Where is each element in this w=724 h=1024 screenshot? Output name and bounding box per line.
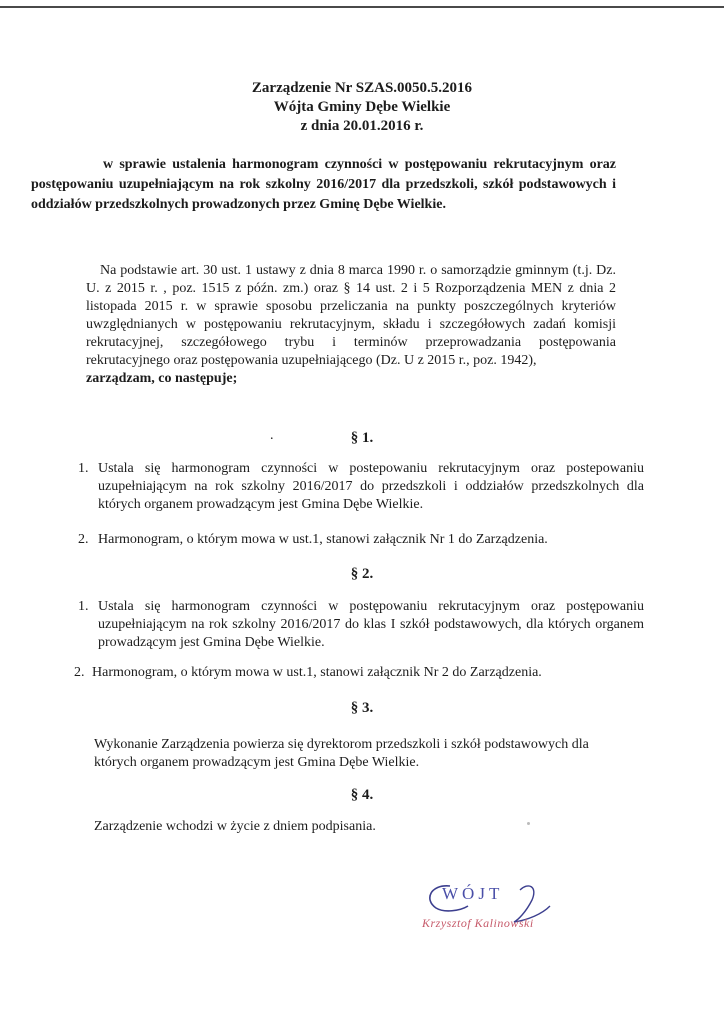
stray-mark: .	[270, 428, 274, 443]
item-number: 2.	[74, 665, 85, 680]
item-text: Harmonogram, o którym mowa w ust.1, stanowi załącznik Nr 2 do Zarządzenia.	[92, 665, 542, 680]
section-2-heading: § 2.	[350, 566, 374, 582]
section-4-text: Zarządzenie wchodzi w życie z dniem podpisania.	[94, 819, 376, 834]
section-1-heading: § 1.	[350, 430, 374, 446]
item-text: Harmonogram, o którym mowa w ust.1, stanowi załącznik Nr 1 do Zarządzenia.	[98, 532, 548, 547]
document-header	[0, 79, 724, 136]
subject-text: w sprawie ustalenia harmonogram czynności w postępowaniu rekrutacyjnym oraz postępowaniu uzupełniającym na rok szkolny 2016/2017 dla przedszkoli, szkół podstawowych i oddziałów przedszkolnych prowadzonych przez Gminę Dębe Wielkie.	[31, 157, 616, 212]
item-number: 1.	[78, 461, 89, 476]
item-number: 1.	[78, 599, 89, 614]
section-2-item-2	[74, 664, 644, 682]
item-text: Ustala się harmonogram czynności w postępowaniu rekrutacyjnym oraz postępowaniu uzupełniającym na rok szkolny 2016/2017 do klas I szkół podstawowych, dla których organem prowadzącym jest Gmina Dębe Wielkie.	[98, 599, 644, 650]
legal-basis-block	[86, 262, 616, 388]
scan-speck	[527, 822, 530, 825]
subject-block	[31, 155, 616, 215]
section-1-item-1	[78, 460, 644, 514]
issue-date: z dnia 20.01.2016 r.	[300, 118, 424, 134]
item-text: Ustala się harmonogram czynności w postepowaniu rekrutacyjnym oraz postepowaniu uzupełniającym na rok szkolny 2016/2017 do przedszkoli i oddziałów przedszkolnych dla których organem prowadzącym jest Gmina Dębe Wielkie.	[98, 461, 644, 512]
section-4-heading: § 4.	[350, 787, 374, 803]
ordinance-number: Zarządzenie Nr SZAS.0050.5.2016	[251, 80, 473, 96]
legal-basis-text: Na podstawie art. 30 ust. 1 ustawy z dnia 8 marca 1990 r. o samorządzie gminnym (t.j. Dz. U. z 2015 r. , poz. 1515 z późn. zm.) oraz § 14 ust. 2 i 5 Rozporządzenia MEN z dnia 2 listopada 2015 r. w sprawie sposobu przeliczania na punkty poszczególnych kryteriów uwzględnianych w postępowaniu rekrutacyjnym, składu i szczegółowych zadań komisji rekrutacyjnej, szczegółowego trybu i terminów przeprowadzania postępowania rekrutacyjnego oraz postępowania uzupełniającego (Dz. U z 2015 r., poz. 1942),	[86, 263, 616, 368]
scan-top-border	[0, 6, 724, 8]
stamp-title: WÓJT	[442, 884, 504, 903]
issuer: Wójta Gminy Dębe Wielkie	[273, 99, 451, 115]
section-1-item-2	[78, 531, 644, 549]
item-number: 2.	[78, 532, 89, 547]
section-3-heading: § 3.	[350, 700, 374, 716]
section-2-item-1	[78, 598, 644, 652]
enacting-formula: zarządzam, co następuje;	[86, 371, 238, 386]
section-3-text: Wykonanie Zarządzenia powierza się dyrektorom przedszkoli i szkół podstawowych dla których organem prowadzącym jest Gmina Dębe Wielkie.	[94, 737, 589, 770]
stamp-name: Krzysztof Kalinowski	[422, 916, 534, 930]
